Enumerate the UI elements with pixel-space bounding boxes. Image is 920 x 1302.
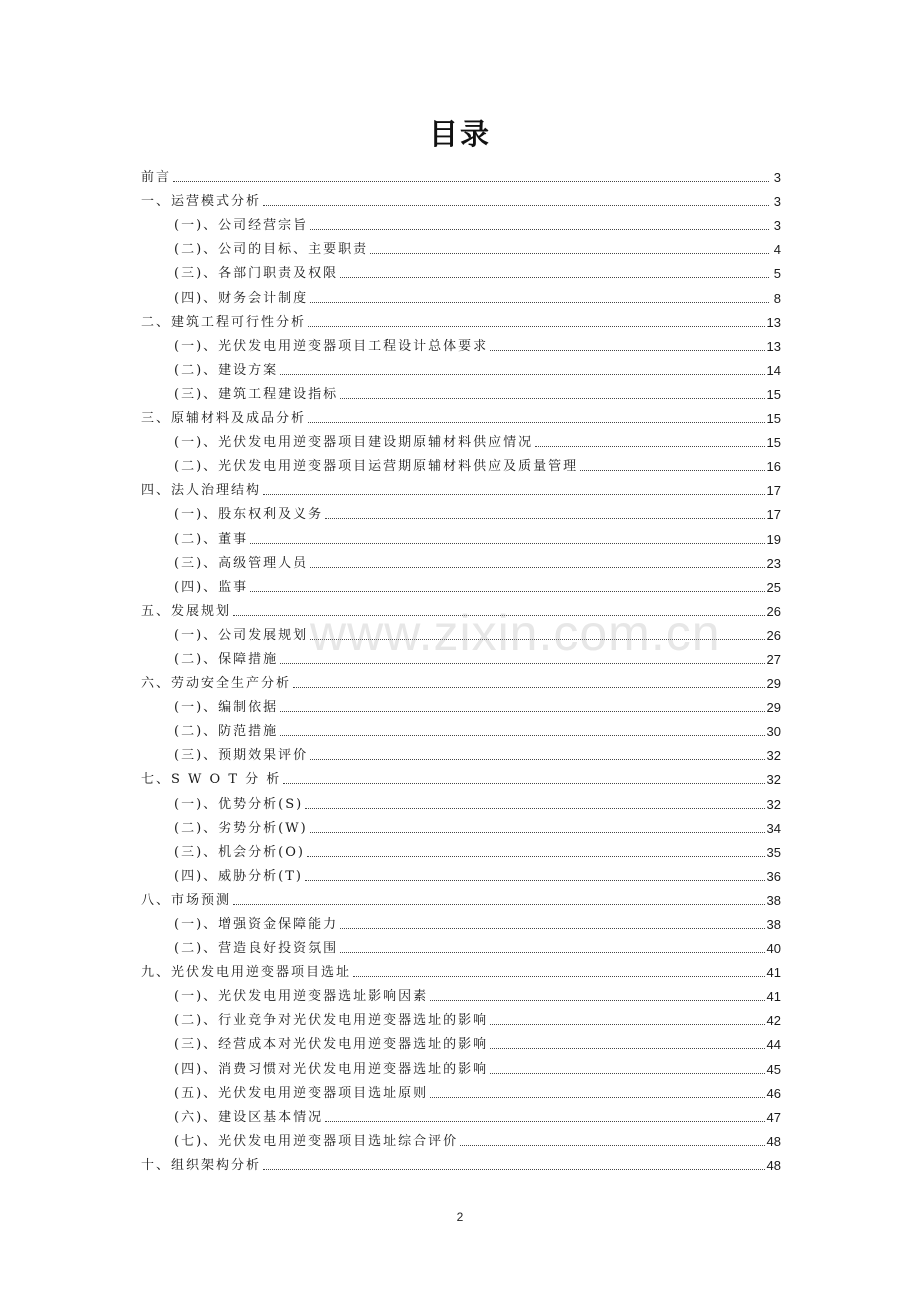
toc-entry-page: 44 [766, 1037, 781, 1053]
toc-dot-leader [305, 807, 764, 809]
toc-entry-label: (三)、预期效果评价 [174, 748, 309, 764]
toc-dot-leader [305, 879, 765, 881]
toc-entry[interactable] [141, 498, 781, 522]
toc-entry-page: 16 [766, 459, 781, 475]
toc-entry-label: (二)、保障措施 [174, 651, 279, 667]
toc-entry[interactable] [141, 980, 781, 1004]
toc-entry-page: 36 [766, 868, 781, 884]
toc-entry-label: (二)、董事 [174, 531, 249, 547]
toc-entry-page: 4 [773, 242, 781, 258]
toc-dot-leader [340, 397, 764, 399]
toc-dot-leader [293, 686, 765, 688]
toc-entry-label: (一)、股东权利及义务 [174, 507, 324, 523]
toc-entry-label: (三)、机会分析(O) [174, 844, 305, 860]
toc-dot-leader [280, 662, 764, 664]
toc-entry-page: 13 [766, 314, 781, 330]
toc-entry[interactable] [141, 691, 781, 715]
toc-entry[interactable] [141, 450, 781, 474]
toc-entry-page: 47 [766, 1109, 781, 1125]
toc-entry[interactable] [141, 233, 781, 257]
toc-entry[interactable] [141, 739, 781, 763]
toc-entry-label: 六、劳动安全生产分析 [141, 676, 292, 692]
toc-entry-page: 26 [766, 603, 781, 619]
toc-entry[interactable] [141, 281, 781, 305]
toc-entry-page: 45 [766, 1061, 781, 1077]
toc-entry-label: 八、市场预测 [141, 892, 232, 908]
toc-entry-page: 14 [766, 362, 781, 378]
toc-entry-label: (一)、优势分析(S) [174, 796, 304, 812]
toc-entry-label: (三)、建筑工程建设指标 [174, 386, 339, 402]
toc-entry-page: 23 [766, 555, 781, 571]
toc-entry[interactable] [141, 474, 781, 498]
toc-entry[interactable] [141, 1149, 781, 1173]
toc-entry-page: 29 [766, 700, 781, 716]
toc-entry-page: 26 [766, 627, 781, 643]
toc-entry-page: 32 [766, 772, 781, 788]
toc-dot-leader [310, 301, 769, 303]
toc-entry-page: 29 [766, 676, 781, 692]
toc-entry-page: 38 [766, 892, 781, 908]
toc-entry[interactable] [141, 1052, 781, 1076]
toc-entry-page: 8 [773, 290, 781, 306]
toc-dot-leader [430, 999, 764, 1001]
toc-entry[interactable] [141, 330, 781, 354]
toc-entry[interactable] [141, 402, 781, 426]
toc-dot-leader [490, 1047, 764, 1049]
toc-entry[interactable] [141, 619, 781, 643]
toc-entry[interactable] [141, 932, 781, 956]
toc-dot-leader [535, 445, 764, 447]
toc-entry-page: 35 [766, 844, 781, 860]
toc-entry-label: (七)、光伏发电用逆变器项目选址综合评价 [174, 1133, 459, 1149]
toc-dot-leader [173, 180, 769, 182]
toc-entry-page: 38 [766, 917, 781, 932]
toc-dot-leader [370, 252, 769, 254]
toc-entry-label: (二)、行业竞争对光伏发电用逆变器选址的影响 [174, 1013, 489, 1029]
toc-entry-page: 48 [766, 1157, 781, 1173]
toc-entry-page: 3 [773, 218, 781, 234]
toc-dot-leader [340, 951, 764, 953]
toc-entry[interactable] [141, 884, 781, 908]
toc-entry[interactable] [141, 1101, 781, 1125]
toc-entry-label: (一)、公司发展规划 [174, 627, 309, 643]
toc-entry-label: (四)、监事 [174, 579, 249, 595]
toc-dot-leader [490, 1023, 764, 1025]
toc-entry[interactable] [141, 812, 781, 836]
toc-dot-leader [310, 831, 765, 833]
toc-title: 目录 [428, 117, 491, 151]
toc-dot-leader [310, 228, 769, 230]
toc-dot-leader [308, 325, 765, 327]
toc-entry-label: (一)、光伏发电用逆变器项目建设期原辅材料供应情况 [174, 435, 534, 451]
toc-entry-label: (六)、建设区基本情况 [174, 1109, 324, 1125]
toc-entry-label: 三、原辅材料及成品分析 [141, 411, 307, 427]
toc-dot-leader [310, 566, 764, 568]
toc-entry-label: 十、组织架构分析 [141, 1157, 262, 1173]
toc-entry-page: 32 [766, 748, 781, 764]
toc-entry-page: 41 [766, 965, 781, 981]
toc-entry-page: 32 [766, 796, 781, 812]
toc-entry-label: (一)、编制依据 [174, 700, 279, 716]
toc-entry[interactable] [141, 185, 781, 209]
toc-entry-label: (三)、各部门职责及权限 [174, 266, 339, 282]
toc-dot-leader [233, 614, 765, 616]
toc-entry[interactable] [141, 763, 781, 787]
toc-entry-label: (一)、光伏发电用逆变器项目工程设计总体要求 [174, 338, 489, 354]
toc-entry[interactable] [141, 306, 781, 330]
toc-dot-leader [325, 517, 764, 519]
toc-dot-leader [310, 638, 764, 640]
toc-entry-label: (四)、消费习惯对光伏发电用逆变器选址的影响 [174, 1061, 489, 1077]
toc-entry-page: 19 [766, 531, 781, 547]
toc-dot-leader [263, 1168, 765, 1170]
toc-entry[interactable] [141, 1125, 781, 1149]
toc-entry[interactable] [141, 787, 781, 811]
toc-entry-label: 四、法人治理结构 [141, 483, 262, 499]
toc-entry[interactable] [141, 595, 781, 619]
toc-entry[interactable] [141, 836, 781, 860]
toc-entry-label: 一、运营模式分析 [141, 194, 262, 210]
toc-entry-label: (一)、公司经营宗旨 [174, 218, 309, 234]
toc-entry-page: 15 [766, 411, 781, 427]
toc-entry[interactable] [141, 161, 781, 185]
toc-dot-leader [490, 1072, 764, 1074]
toc-dot-leader [280, 710, 764, 712]
toc-entry-page: 3 [773, 194, 781, 210]
toc-entry[interactable] [141, 643, 781, 667]
toc-entry-page: 25 [766, 579, 781, 595]
toc-entry-page: 40 [766, 941, 781, 957]
toc-entry-page: 15 [766, 386, 781, 402]
toc-entry-label: 七、S W O T 分 析 [141, 772, 282, 788]
toc-entry-label: (三)、高级管理人员 [174, 555, 309, 571]
toc-entry[interactable] [141, 571, 781, 595]
toc-entry-label: 九、光伏发电用逆变器项目选址 [141, 965, 352, 981]
toc-entry[interactable] [141, 209, 781, 233]
toc-entry-page: 41 [766, 989, 781, 1005]
table-of-contents [141, 161, 781, 1173]
toc-entry-page: 30 [766, 724, 781, 740]
toc-dot-leader [263, 493, 765, 495]
toc-dot-leader [460, 1144, 764, 1146]
toc-dot-leader [263, 204, 769, 206]
toc-entry-label: (五)、光伏发电用逆变器项目选址原则 [174, 1085, 429, 1101]
toc-entry-label: (一)、增强资金保障能力 [174, 917, 339, 932]
toc-dot-leader [430, 1096, 764, 1098]
toc-entry-label: 二、建筑工程可行性分析 [141, 314, 307, 330]
toc-entry-page: 48 [766, 1133, 781, 1149]
toc-entry[interactable] [141, 667, 781, 691]
page-number: 2 [456, 1210, 464, 1224]
toc-dot-leader [250, 542, 764, 544]
toc-entry-label: (二)、防范措施 [174, 724, 279, 740]
toc-entry[interactable] [141, 522, 781, 546]
toc-entry-label: (四)、财务会计制度 [174, 290, 309, 306]
toc-dot-leader [280, 373, 764, 375]
toc-entry[interactable] [141, 354, 781, 378]
toc-entry-label: 前言 [141, 170, 172, 186]
toc-dot-leader [325, 1120, 764, 1122]
watermark: www.zixin.com.cn [310, 605, 721, 661]
toc-dot-leader [308, 421, 765, 423]
toc-dot-leader [340, 927, 764, 929]
toc-dot-leader [490, 349, 764, 351]
toc-entry[interactable] [141, 378, 781, 402]
toc-entry-label: (四)、威胁分析(T) [174, 868, 303, 884]
toc-entry[interactable] [141, 715, 781, 739]
toc-dot-leader [307, 855, 765, 857]
toc-entry-page: 5 [773, 266, 781, 282]
toc-dot-leader [283, 782, 764, 784]
toc-dot-leader [233, 903, 765, 905]
toc-dot-leader [580, 469, 764, 471]
toc-entry[interactable] [141, 1004, 781, 1028]
toc-dot-leader [340, 276, 769, 278]
toc-entry-label: (一)、光伏发电用逆变器选址影响因素 [174, 989, 429, 1005]
toc-entry-page: 17 [766, 507, 781, 523]
toc-entry[interactable] [141, 547, 781, 571]
toc-entry[interactable] [141, 257, 781, 281]
toc-entry-page: 3 [773, 170, 781, 186]
toc-entry-label: (三)、经营成本对光伏发电用逆变器选址的影响 [174, 1037, 489, 1053]
toc-entry-page: 34 [766, 820, 781, 836]
toc-entry-label: (二)、营造良好投资氛围 [174, 941, 339, 957]
toc-entry-label: (二)、劣势分析(W) [174, 820, 308, 836]
toc-entry[interactable] [141, 908, 781, 932]
toc-entry[interactable] [141, 956, 781, 980]
toc-entry-page: 17 [766, 483, 781, 499]
toc-dot-leader [280, 734, 764, 736]
toc-dot-leader [310, 758, 764, 760]
toc-entry-label: 五、发展规划 [141, 603, 232, 619]
toc-entry-page: 27 [766, 651, 781, 667]
toc-entry-label: (二)、建设方案 [174, 362, 279, 378]
toc-dot-leader [250, 590, 764, 592]
toc-entry-page: 13 [766, 338, 781, 354]
toc-entry-label: (二)、光伏发电用逆变器项目运营期原辅材料供应及质量管理 [174, 459, 579, 475]
toc-entry[interactable] [141, 1077, 781, 1101]
toc-entry-label: (二)、公司的目标、主要职责 [174, 242, 369, 258]
toc-entry-page: 42 [766, 1013, 781, 1029]
toc-dot-leader [353, 975, 765, 977]
toc-entry[interactable] [141, 426, 781, 450]
toc-entry-page: 46 [766, 1085, 781, 1101]
toc-entry[interactable] [141, 860, 781, 884]
toc-entry[interactable] [141, 1028, 781, 1052]
toc-entry-page: 15 [766, 435, 781, 451]
